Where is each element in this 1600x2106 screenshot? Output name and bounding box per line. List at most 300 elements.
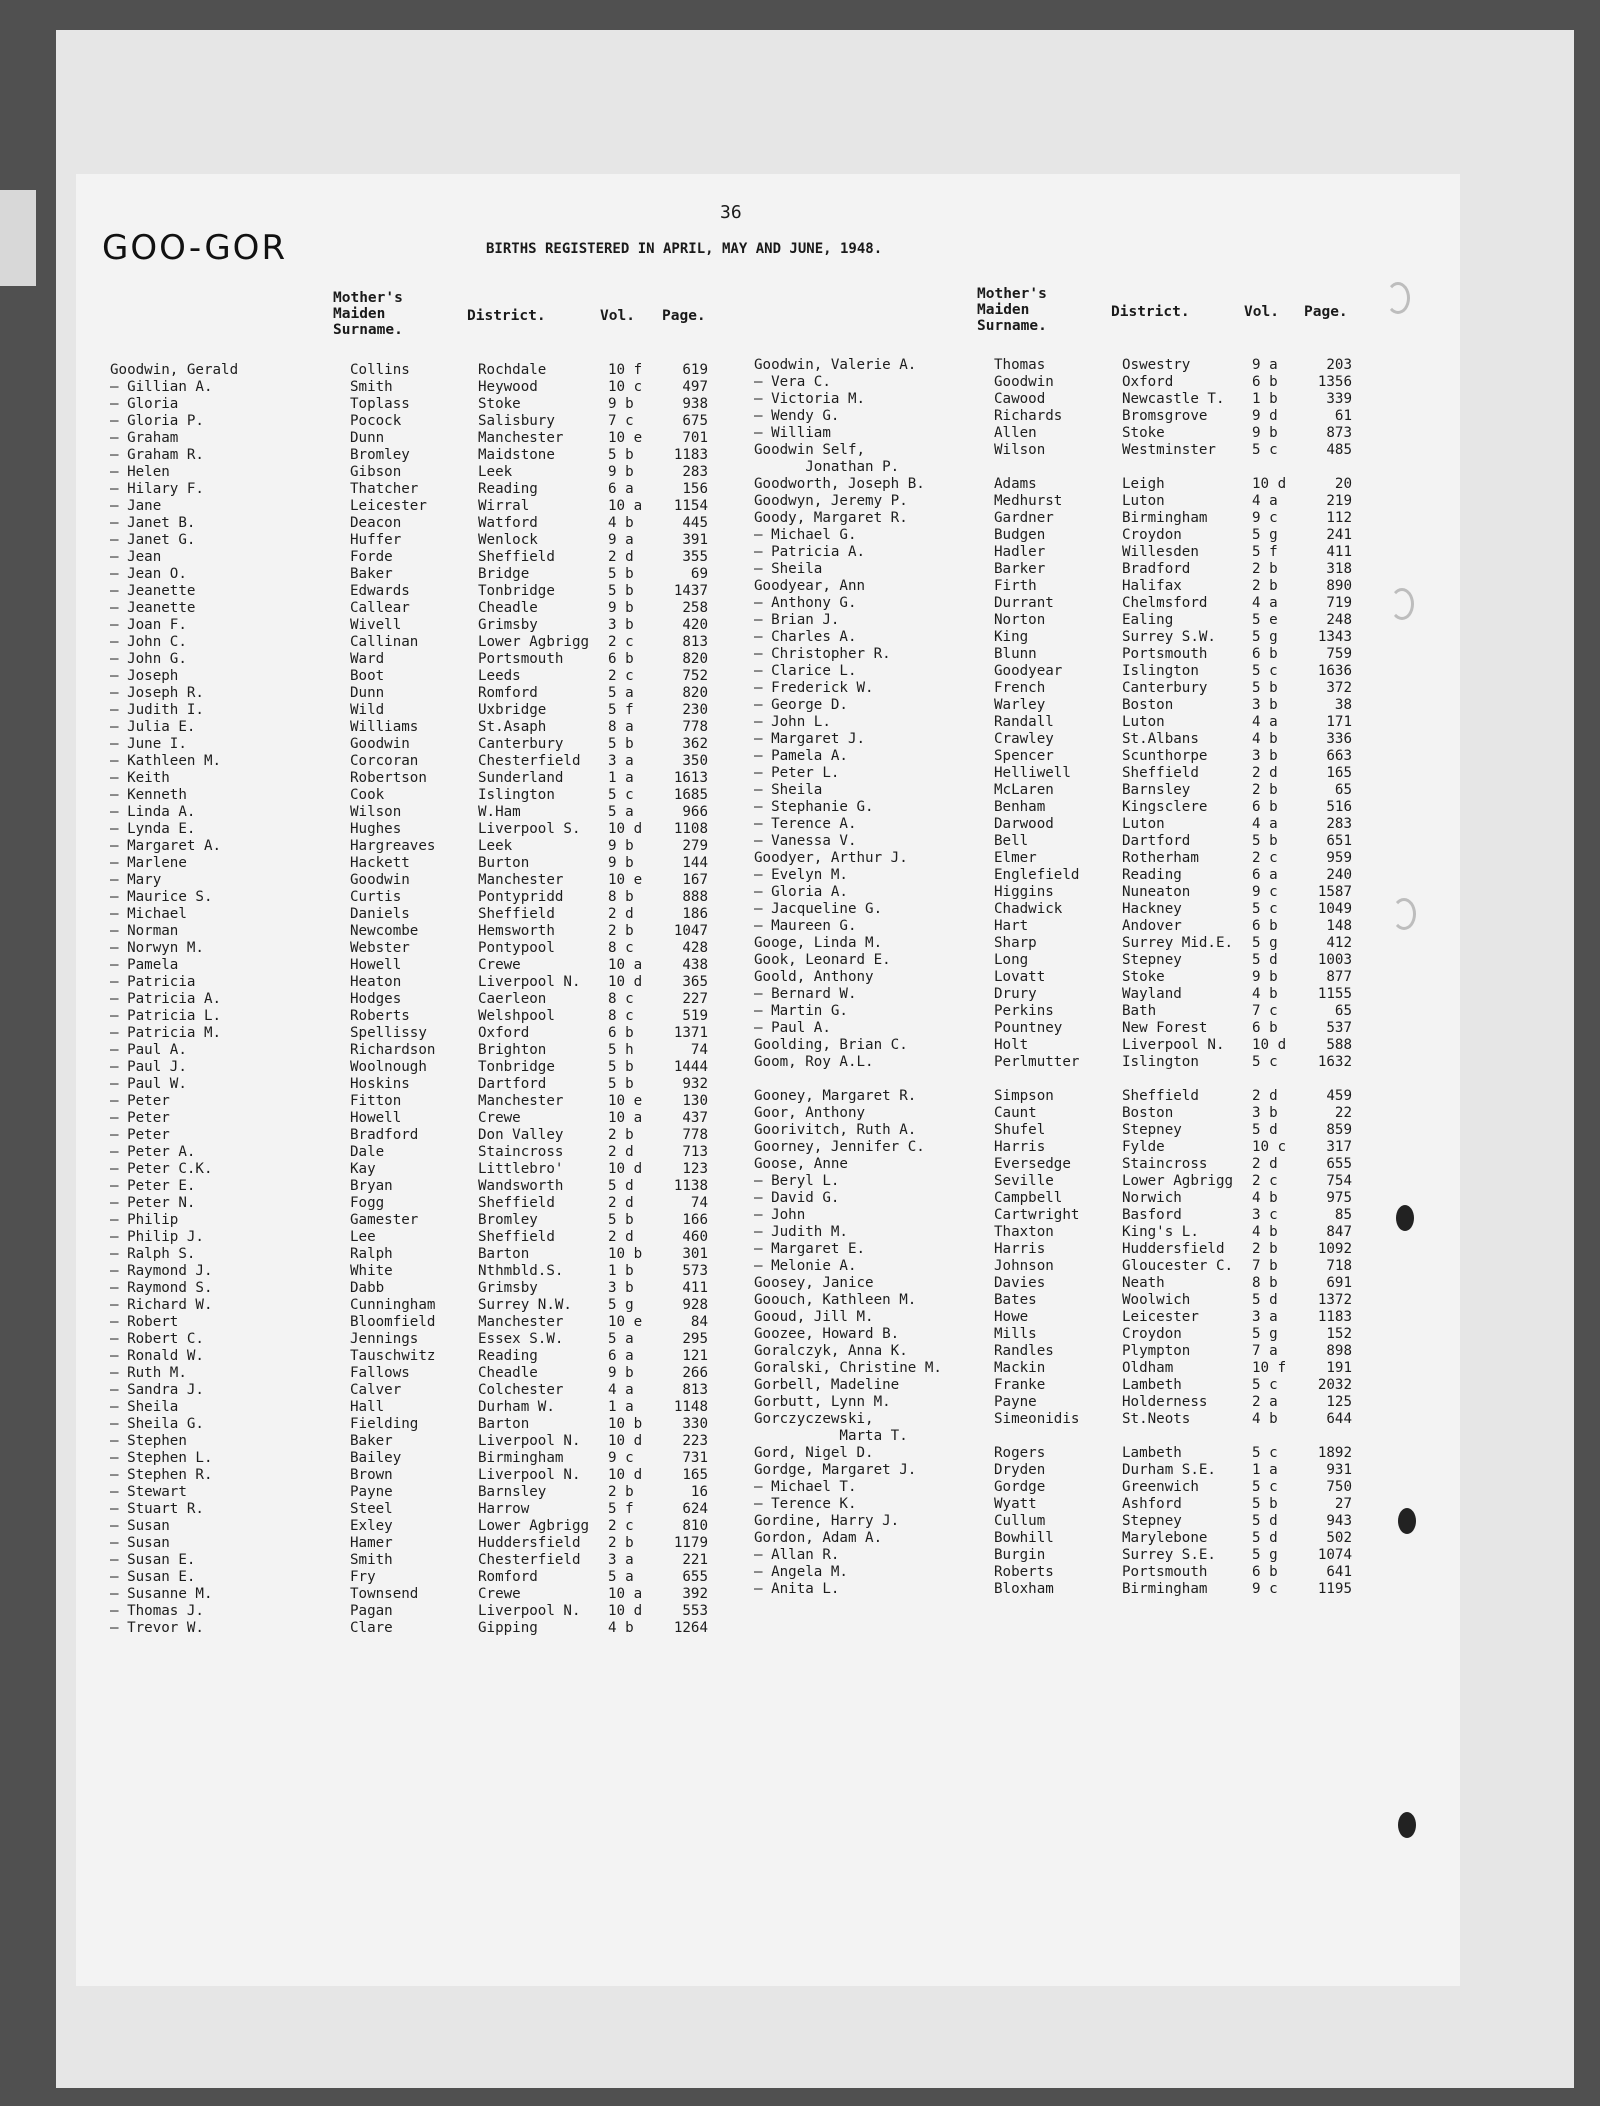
entry-district: Surrey N.W. xyxy=(478,1297,572,1313)
entry-page: 655 xyxy=(682,1569,708,1585)
entry-volume: 4 b xyxy=(608,1620,634,1636)
register-entry xyxy=(754,1309,1352,1326)
entry-page: 859 xyxy=(1326,1122,1352,1138)
entry-page: 22 xyxy=(1334,1105,1352,1121)
entry-page: 411 xyxy=(682,1280,708,1296)
entry-page: 1108 xyxy=(673,821,708,837)
entry-district: Portsmouth xyxy=(1122,646,1208,662)
entry-name: Goodwin Self, xyxy=(754,442,866,458)
entry-volume: 5 g xyxy=(1252,1547,1278,1563)
entry-volume: 10 d xyxy=(1252,1037,1287,1053)
register-entry xyxy=(110,1025,708,1042)
entry-maiden-surname: Franke xyxy=(994,1377,1046,1393)
entry-page: 125 xyxy=(1326,1394,1352,1410)
entry-page: 203 xyxy=(1326,357,1352,373)
entry-page: 750 xyxy=(1326,1479,1352,1495)
entry-volume: 9 b xyxy=(608,464,634,480)
entry-district: Woolwich xyxy=(1122,1292,1191,1308)
entry-page: 691 xyxy=(1326,1275,1352,1291)
entry-maiden-surname: Tauschwitz xyxy=(350,1348,436,1364)
entry-maiden-surname: Thatcher xyxy=(350,481,419,497)
entry-page: 890 xyxy=(1326,578,1352,594)
entry-name: Goodwin, Valerie A. xyxy=(754,357,917,373)
entry-name: — Norman xyxy=(110,923,179,939)
entry-maiden-surname: Bell xyxy=(994,833,1029,849)
entry-name: — Jacqueline G. xyxy=(754,901,883,917)
entry-maiden-surname: Edwards xyxy=(350,583,410,599)
entry-district: Gloucester C. xyxy=(1122,1258,1234,1274)
entry-name: — Gloria xyxy=(110,396,179,412)
entry-page: 573 xyxy=(682,1263,708,1279)
entry-district: Rotherham xyxy=(1122,850,1199,866)
register-entry xyxy=(754,374,1352,391)
entry-name: — Maurice S. xyxy=(110,889,213,905)
maiden-header-line: Mother's xyxy=(977,286,1047,302)
entry-name: — Kathleen M. xyxy=(110,753,222,769)
entry-name: — Stephen R. xyxy=(110,1467,213,1483)
entry-district: Chesterfield xyxy=(478,1552,581,1568)
entry-page: 713 xyxy=(682,1144,708,1160)
entry-volume: 2 a xyxy=(1252,1394,1278,1410)
entry-name: — Kenneth xyxy=(110,787,187,803)
entry-volume: 5 c xyxy=(1252,1479,1278,1495)
entry-volume: 5 f xyxy=(1252,544,1278,560)
entry-volume: 7 c xyxy=(608,413,634,429)
entry-volume: 10 e xyxy=(608,430,643,446)
register-entry xyxy=(110,1161,708,1178)
entry-name: — Patricia A. xyxy=(110,991,222,1007)
entry-district: Maidstone xyxy=(478,447,555,463)
entry-volume: 9 c xyxy=(1252,1581,1278,1597)
entry-district: Hemsworth xyxy=(478,923,555,939)
entry-volume: 5 b xyxy=(608,447,634,463)
register-entry xyxy=(754,1054,1352,1071)
entry-maiden-surname: Payne xyxy=(350,1484,393,1500)
entry-volume: 6 b xyxy=(1252,374,1278,390)
entry-name: — Patricia xyxy=(110,974,196,990)
entry-page: 1049 xyxy=(1317,901,1352,917)
entry-name: — Evelyn M. xyxy=(754,867,848,883)
vol-header: Vol. xyxy=(1244,304,1279,320)
entry-name: — Jean xyxy=(110,549,162,565)
entry-district: Marylebone xyxy=(1122,1530,1208,1546)
entry-volume: 6 b xyxy=(608,1025,634,1041)
entry-volume: 4 b xyxy=(1252,731,1278,747)
entry-page: 888 xyxy=(682,889,708,905)
entry-maiden-surname: White xyxy=(350,1263,393,1279)
entry-district: New Forest xyxy=(1122,1020,1208,1036)
register-entry xyxy=(110,549,708,566)
entry-page: 1587 xyxy=(1317,884,1352,900)
entry-district: Hackney xyxy=(1122,901,1182,917)
entry-maiden-surname: Goodyear xyxy=(994,663,1063,679)
entry-district: Stepney xyxy=(1122,952,1182,968)
register-entry xyxy=(754,391,1352,408)
register-entry xyxy=(754,1292,1352,1309)
entry-page: 663 xyxy=(1326,748,1352,764)
entry-maiden-surname: Wilson xyxy=(994,442,1046,458)
entry-district: Surrey S.E. xyxy=(1122,1547,1216,1563)
entry-district: Liverpool S. xyxy=(478,821,581,837)
register-entry xyxy=(754,1513,1352,1530)
register-entry xyxy=(110,1076,708,1093)
entry-maiden-surname: Webster xyxy=(350,940,410,956)
entry-maiden-surname: Fielding xyxy=(350,1416,419,1432)
entry-page: 813 xyxy=(682,634,708,650)
entry-volume: 5 d xyxy=(608,1178,634,1194)
entry-volume xyxy=(1252,459,1296,476)
register-entry xyxy=(110,1144,708,1161)
entry-name: — Angela M. xyxy=(754,1564,848,1580)
register-entry xyxy=(110,770,708,787)
entry-volume: 6 b xyxy=(608,651,634,667)
entry-district: Boston xyxy=(1122,1105,1174,1121)
entry-volume: 5 a xyxy=(608,1331,634,1347)
register-entry xyxy=(754,1445,1352,1462)
entry-district: Kingsclere xyxy=(1122,799,1208,815)
entry-maiden-surname: Heaton xyxy=(350,974,402,990)
entry-maiden-surname: Warley xyxy=(994,697,1046,713)
entry-maiden-surname: Chadwick xyxy=(994,901,1063,917)
entry-name: — Gloria A. xyxy=(754,884,848,900)
entry-district: Willesden xyxy=(1122,544,1199,560)
entry-district: Pontypridd xyxy=(478,889,564,905)
entry-page: 1154 xyxy=(673,498,708,514)
entry-name: — Michael xyxy=(110,906,187,922)
entry-volume: 5 b xyxy=(608,1076,634,1092)
entry-page: 69 xyxy=(690,566,708,582)
entry-maiden-surname: Johnson xyxy=(994,1258,1054,1274)
register-entry xyxy=(754,901,1352,918)
entry-volume: 2 c xyxy=(608,634,634,650)
entry-volume: 2 d xyxy=(608,1144,634,1160)
entry-volume: 5 a xyxy=(608,804,634,820)
entry-name: — Peter L. xyxy=(754,765,840,781)
entry-page: 820 xyxy=(682,685,708,701)
surname-range: GOO-GOR xyxy=(102,228,288,268)
register-entry xyxy=(754,612,1352,629)
entry-volume: 9 b xyxy=(608,396,634,412)
entry-maiden-surname: Wilson xyxy=(350,804,402,820)
entry-district: Reading xyxy=(478,1348,538,1364)
entry-district: Welshpool xyxy=(478,1008,555,1024)
entry-page: 931 xyxy=(1326,1462,1352,1478)
entry-volume: 4 b xyxy=(1252,1224,1278,1240)
entry-name: — Mary xyxy=(110,872,162,888)
entry-maiden-surname: Pagan xyxy=(350,1603,393,1619)
entry-page: 121 xyxy=(682,1348,708,1364)
entry-district: Essex S.W. xyxy=(478,1331,564,1347)
entry-district: Sheffield xyxy=(478,906,555,922)
register-entry xyxy=(110,1229,708,1246)
entry-page: 445 xyxy=(682,515,708,531)
register-entry xyxy=(110,974,708,991)
entry-maiden-surname: Simpson xyxy=(994,1088,1054,1104)
entry-district: Bromley xyxy=(478,1212,538,1228)
entry-name: Goodwyn, Jeremy P. xyxy=(754,493,908,509)
entry-volume: 2 b xyxy=(1252,1241,1278,1257)
entry-maiden-surname: Fitton xyxy=(350,1093,402,1109)
register-entry xyxy=(110,413,708,430)
entry-page: 156 xyxy=(682,481,708,497)
entry-district: Liverpool N. xyxy=(478,1467,581,1483)
entry-page: 166 xyxy=(682,1212,708,1228)
entry-name: Goodyer, Arthur J. xyxy=(754,850,908,866)
entry-name: Gook, Leonard E. xyxy=(754,952,891,968)
entry-district: St.Neots xyxy=(1122,1411,1191,1427)
entry-maiden-surname: Lovatt xyxy=(994,969,1046,985)
entry-district: Liverpool N. xyxy=(478,974,581,990)
entry-district: Lower Agbrigg xyxy=(1122,1173,1234,1189)
register-entry xyxy=(110,719,708,736)
entry-name: — Sheila xyxy=(754,782,823,798)
entry-maiden-surname: Exley xyxy=(350,1518,393,1534)
entry-maiden-surname: Dunn xyxy=(350,685,385,701)
register-entry xyxy=(110,702,708,719)
entry-volume: 9 c xyxy=(608,1450,634,1466)
entry-maiden-surname: Dryden xyxy=(994,1462,1046,1478)
entry-volume: 5 c xyxy=(1252,901,1278,917)
entry-name: — Robert xyxy=(110,1314,179,1330)
entry-district: Caerleon xyxy=(478,991,547,1007)
entry-volume: 6 b xyxy=(1252,799,1278,815)
entry-volume: 10 e xyxy=(608,1093,643,1109)
entry-volume: 10 d xyxy=(608,1433,643,1449)
entry-page: 16 xyxy=(690,1484,708,1500)
register-entry xyxy=(110,379,708,396)
register-entry xyxy=(110,1280,708,1297)
entry-district: Barnsley xyxy=(1122,782,1191,798)
register-entry xyxy=(754,1173,1352,1190)
entry-volume: 6 b xyxy=(1252,918,1278,934)
register-entry xyxy=(110,991,708,1008)
entry-page: 438 xyxy=(682,957,708,973)
entry-page: 1195 xyxy=(1317,1581,1352,1597)
register-entry xyxy=(754,1343,1352,1360)
entry-maiden-surname: Daniels xyxy=(350,906,410,922)
entry-name: — Ruth M. xyxy=(110,1365,187,1381)
entry-district: Westminster xyxy=(1122,442,1216,458)
entry-maiden-surname: Kay xyxy=(350,1161,376,1177)
entry-name: — Joseph R. xyxy=(110,685,204,701)
entry-district: Bridge xyxy=(478,566,530,582)
punch-hole xyxy=(1390,588,1414,620)
entry-name: Marta T. xyxy=(754,1428,908,1444)
entry-district: Durham S.E. xyxy=(1122,1462,1216,1478)
entry-name: — Frederick W. xyxy=(754,680,874,696)
register-entry xyxy=(754,561,1352,578)
entry-page: 1437 xyxy=(673,583,708,599)
entry-name: — Norwyn M. xyxy=(110,940,204,956)
register-entry xyxy=(110,1450,708,1467)
register-entry xyxy=(110,617,708,634)
entry-volume: 6 a xyxy=(1252,867,1278,883)
entry-maiden-surname: Lee xyxy=(350,1229,376,1245)
entry-name: — Pamela xyxy=(110,957,179,973)
register-entry xyxy=(754,1360,1352,1377)
entry-page: 778 xyxy=(682,719,708,735)
entry-maiden-surname: Rogers xyxy=(994,1445,1046,1461)
entry-district: Leicester xyxy=(1122,1309,1199,1325)
entry-maiden-surname: Huffer xyxy=(350,532,402,548)
entry-page: 1632 xyxy=(1317,1054,1352,1070)
entry-page: 519 xyxy=(682,1008,708,1024)
entry-page: 731 xyxy=(682,1450,708,1466)
entry-maiden-surname: Harris xyxy=(994,1139,1046,1155)
entry-district: Staincross xyxy=(1122,1156,1208,1172)
entry-name: Goold, Anthony xyxy=(754,969,874,985)
entry-volume: 2 d xyxy=(608,1195,634,1211)
entry-maiden-surname: Burgin xyxy=(994,1547,1046,1563)
register-entry xyxy=(754,1326,1352,1343)
register-entry xyxy=(754,442,1352,459)
register-entry xyxy=(754,867,1352,884)
entry-volume: 1 a xyxy=(1252,1462,1278,1478)
entry-page: 392 xyxy=(682,1586,708,1602)
maiden-header-line: Surname. xyxy=(977,318,1047,334)
register-entry xyxy=(110,1093,708,1110)
register-entry xyxy=(754,493,1352,510)
maiden-header-line: Surname. xyxy=(333,322,403,338)
entry-name: — Sheila xyxy=(110,1399,179,1415)
entry-name: Goosey, Janice xyxy=(754,1275,874,1291)
entry-maiden-surname: Howell xyxy=(350,1110,402,1126)
entry-name: — Peter C.K. xyxy=(110,1161,213,1177)
entry-page: 241 xyxy=(1326,527,1352,543)
entry-page: 219 xyxy=(1326,493,1352,509)
entry-page: 112 xyxy=(1326,510,1352,526)
entry-page: 1343 xyxy=(1317,629,1352,645)
entry-district: Islington xyxy=(1122,663,1199,679)
entry-page: 847 xyxy=(1326,1224,1352,1240)
entry-page: 975 xyxy=(1326,1190,1352,1206)
entry-district xyxy=(1122,1071,1252,1088)
register-entry xyxy=(110,1399,708,1416)
binder-tab xyxy=(0,190,36,286)
entry-page: 873 xyxy=(1326,425,1352,441)
entry-maiden-surname: Curtis xyxy=(350,889,402,905)
entry-maiden-surname: Baker xyxy=(350,1433,393,1449)
entry-maiden-surname: Gibson xyxy=(350,464,402,480)
entry-district: Leek xyxy=(478,838,513,854)
entry-page: 339 xyxy=(1326,391,1352,407)
entry-volume: 2 b xyxy=(608,1484,634,1500)
entry-name: — Raymond S. xyxy=(110,1280,213,1296)
register-entry xyxy=(754,595,1352,612)
entry-volume: 10 a xyxy=(608,1110,643,1126)
entry-district: Greenwich xyxy=(1122,1479,1199,1495)
maiden-header-line: Mother's xyxy=(333,290,403,306)
entry-maiden-surname: Barker xyxy=(994,561,1046,577)
entry-maiden-surname: Ralph xyxy=(350,1246,393,1262)
entry-district: Neath xyxy=(1122,1275,1165,1291)
entry-name: — Wendy G. xyxy=(754,408,840,424)
entry-name: — Hilary F. xyxy=(110,481,204,497)
entry-volume xyxy=(1252,1428,1296,1445)
entry-district: Barton xyxy=(478,1246,530,1262)
entry-maiden-surname: Benham xyxy=(994,799,1046,815)
entry-page: 485 xyxy=(1326,442,1352,458)
entry-name: — Julia E. xyxy=(110,719,196,735)
entry-page: 966 xyxy=(682,804,708,820)
entry-name: — Peter xyxy=(110,1110,170,1126)
entry-volume: 2 d xyxy=(1252,1156,1278,1172)
entry-maiden-surname: Bloxham xyxy=(994,1581,1054,1597)
entry-district: Chesterfield xyxy=(478,753,581,769)
entry-volume: 6 b xyxy=(1252,1564,1278,1580)
register-entry xyxy=(754,527,1352,544)
entry-name: — Pamela A. xyxy=(754,748,848,764)
entry-maiden-surname: Cook xyxy=(350,787,385,803)
entry-page: 1092 xyxy=(1317,1241,1352,1257)
entry-name: — Stephen xyxy=(110,1433,187,1449)
entry-volume: 8 b xyxy=(608,889,634,905)
entry-name: — John G. xyxy=(110,651,187,667)
entry-page: 355 xyxy=(682,549,708,565)
entry-name: — Stephanie G. xyxy=(754,799,874,815)
entry-volume: 4 b xyxy=(608,515,634,531)
entry-maiden-surname: Woolnough xyxy=(350,1059,427,1075)
entry-name: Goolding, Brian C. xyxy=(754,1037,908,1053)
entry-page: 516 xyxy=(1326,799,1352,815)
entry-maiden-surname: Gordge xyxy=(994,1479,1046,1495)
entry-district: Surrey S.W. xyxy=(1122,629,1216,645)
entry-maiden-surname: Boot xyxy=(350,668,385,684)
entry-volume: 4 a xyxy=(1252,816,1278,832)
register-entry xyxy=(110,1008,708,1025)
register-entry xyxy=(754,986,1352,1003)
entry-page: 144 xyxy=(682,855,708,871)
entry-volume: 5 c xyxy=(608,787,634,803)
entry-page: 813 xyxy=(682,1382,708,1398)
register-entry xyxy=(754,1530,1352,1547)
entry-page: 317 xyxy=(1326,1139,1352,1155)
entry-volume: 5 g xyxy=(1252,1326,1278,1342)
register-entry xyxy=(754,459,1352,476)
entry-district: Dartford xyxy=(478,1076,547,1092)
register-entry xyxy=(754,1139,1352,1156)
entry-name: — Stewart xyxy=(110,1484,187,1500)
entry-district: St.Asaph xyxy=(478,719,547,735)
register-entry xyxy=(754,1190,1352,1207)
entry-page: 588 xyxy=(1326,1037,1352,1053)
entry-name: — Susan E. xyxy=(110,1552,196,1568)
register-entry xyxy=(754,629,1352,646)
entry-volume: 10 e xyxy=(608,872,643,888)
entry-maiden-surname: Baker xyxy=(350,566,393,582)
entry-district: Croydon xyxy=(1122,1326,1182,1342)
entry-page: 497 xyxy=(682,379,708,395)
register-entry xyxy=(110,906,708,923)
entry-district: Huddersfield xyxy=(478,1535,581,1551)
entry-name: — Linda A. xyxy=(110,804,196,820)
entry-district: Uxbridge xyxy=(478,702,547,718)
entry-district: Sheffield xyxy=(1122,1088,1199,1104)
entry-district: Barton xyxy=(478,1416,530,1432)
register-entry xyxy=(110,447,708,464)
page-number: 36 xyxy=(720,202,742,223)
entry-maiden-surname: Allen xyxy=(994,425,1037,441)
entry-district: Wandsworth xyxy=(478,1178,564,1194)
entry-district: Manchester xyxy=(478,1093,564,1109)
entry-page: 27 xyxy=(1334,1496,1352,1512)
entry-volume: 5 d xyxy=(1252,1292,1278,1308)
entry-district: Dartford xyxy=(1122,833,1191,849)
entry-district: Sheffield xyxy=(478,1195,555,1211)
entry-page: 1074 xyxy=(1317,1547,1352,1563)
register-entry xyxy=(110,1535,708,1552)
entry-district: Oswestry xyxy=(1122,357,1191,373)
